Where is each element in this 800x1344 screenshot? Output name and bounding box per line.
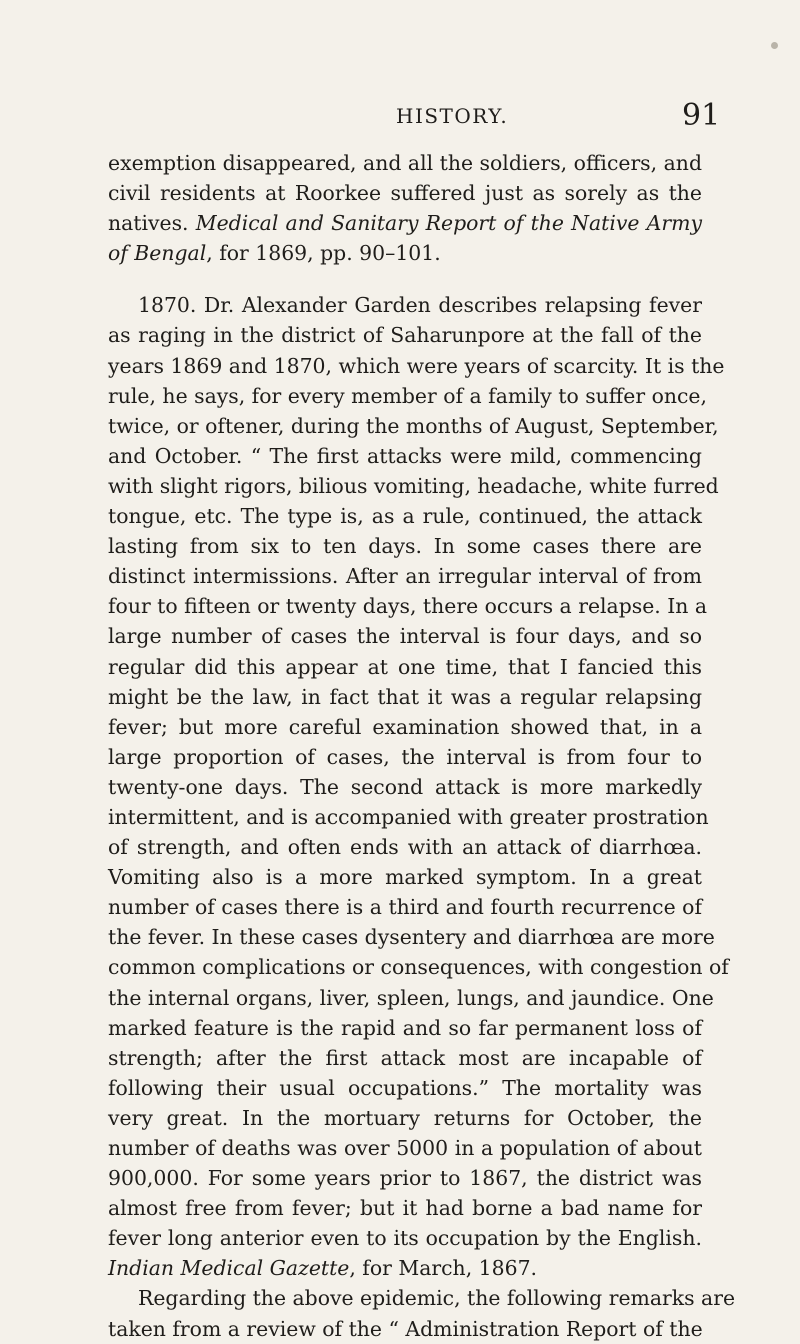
- text-line: distinct intermissions. After an irregular interval of from: [108, 564, 702, 589]
- page-body: [108, 148, 736, 1344]
- text-line: tongue, etc. The type is, as a rule, continued, the attack: [108, 504, 702, 529]
- text-line-with-citation: [108, 208, 702, 238]
- citation-title: of Bengal: [108, 241, 207, 266]
- text-line: common complications or consequences, with congestion of: [108, 955, 729, 980]
- text-line: almost free from fever; but it had borne a bad name for: [108, 1196, 702, 1221]
- paragraph-2: [108, 290, 729, 1283]
- text-line: lasting from six to ten days. In some cases there are: [108, 534, 702, 559]
- paragraph-gap: [108, 268, 702, 290]
- page-header: [0, 98, 800, 138]
- citation-title: Indian Medical Gazette: [108, 1256, 350, 1281]
- text-line: years 1869 and 1870, which were years of scarcity. It is the: [108, 353, 725, 378]
- text-fragment: , for March, 1867.: [349, 1256, 538, 1281]
- text-line: regular did this appear at one time, that I fancied this: [108, 654, 702, 679]
- paper-speck: [771, 42, 778, 49]
- text-line: very great. In the mortuary returns for October, the: [108, 1105, 702, 1130]
- text-line: large proportion of cases, the interval is from four to: [108, 744, 702, 769]
- text-line: marked feature is the rapid and so far permanent loss of: [108, 1015, 702, 1040]
- text-line: four to fifteen or twenty days, there occurs a relapse. In a: [108, 594, 708, 619]
- text-line: number of cases there is a third and fourth recurrence of: [108, 895, 702, 920]
- text-line-with-citation: [108, 1253, 702, 1283]
- text-line: the internal organs, liver, spleen, lungs, and jaundice. One: [108, 985, 714, 1010]
- text-line: twenty-one days. The second attack is more markedly: [108, 774, 702, 799]
- text-line: strength; after the first attack most are incapable of: [108, 1045, 702, 1070]
- text-line: as raging in the district of Saharunpore at the fall of the: [108, 323, 702, 348]
- text-line: rule, he says, for every member of a family to suffer once,: [108, 383, 707, 408]
- citation-title: Medical and Sanitary Report of the Native Army: [195, 211, 702, 236]
- text-line: civil residents at Roorkee suffered just as sorely as the: [108, 181, 702, 206]
- text-fragment: natives.: [108, 211, 196, 236]
- text-line: with slight rigors, bilious vomiting, headache, white furred: [108, 473, 719, 498]
- text-line: Regarding the above epidemic, the following remarks are: [138, 1286, 736, 1311]
- text-line: twice, or oftener, during the months of August, September,: [108, 413, 719, 438]
- page-number: 91: [682, 98, 721, 133]
- text-line: the fever. In these cases dysentery and diarrhœa are more: [108, 925, 715, 950]
- text-line: number of deaths was over 5000 in a population of about: [108, 1136, 702, 1160]
- paragraph-1: [108, 148, 702, 268]
- paragraph-3: [108, 1283, 736, 1343]
- text-line: intermittent, and is accompanied with greater prostration: [108, 804, 709, 829]
- text-line: 1870. Dr. Alexander Garden describes relapsing fever: [138, 293, 702, 318]
- text-line: 900,000. For some years prior to 1867, the district was: [108, 1166, 702, 1191]
- text-line: following their usual occupations.” The mortality was: [108, 1075, 702, 1100]
- text-line: exemption disappeared, and all the soldiers, officers, and: [108, 151, 702, 175]
- text-line: fever long anterior even to its occupation by the English.: [108, 1226, 702, 1251]
- text-line-with-citation: [108, 238, 702, 268]
- text-line: fever; but more careful examination showed that, in a: [108, 714, 702, 739]
- text-line: Vomiting also is a more marked symptom. In a great: [108, 865, 702, 890]
- text-line: taken from a review of the “ Administration Report of the: [108, 1316, 703, 1341]
- text-fragment: , for 1869, pp. 90–101.: [206, 241, 441, 266]
- text-line: of strength, and often ends with an attack of diarrhœa.: [108, 835, 702, 860]
- text-line: and October. “ The first attacks were mild, commencing: [108, 443, 702, 468]
- text-line: might be the law, in fact that it was a regular relapsing: [108, 684, 702, 709]
- text-line: large number of cases the interval is four days, and so: [108, 624, 702, 649]
- running-head: HISTORY.: [396, 104, 509, 128]
